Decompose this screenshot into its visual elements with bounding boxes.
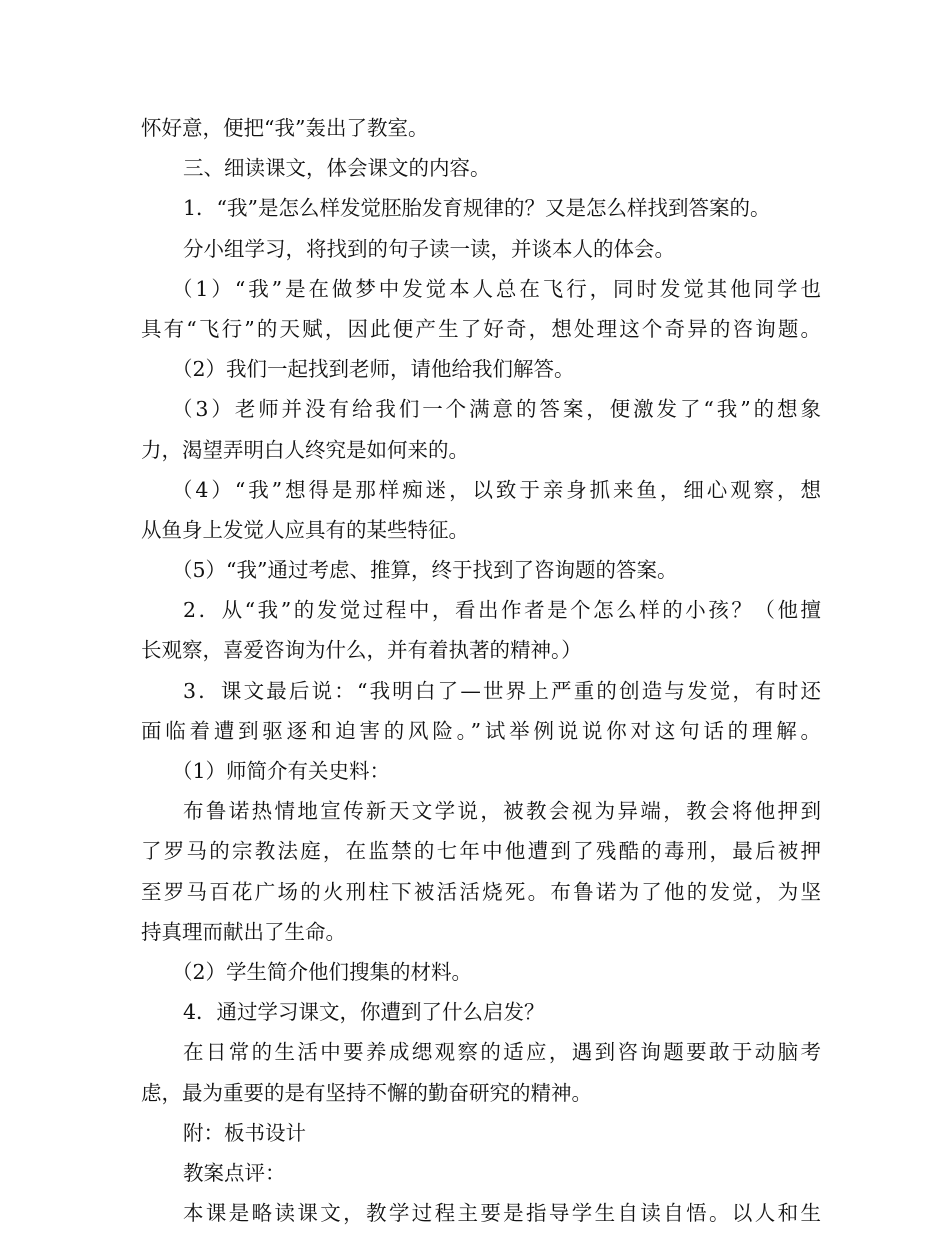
list-item: （2）学生简介他们搜集的材料。 xyxy=(172,959,473,984)
question-heading: 4．通过学习课文，你遭到了什么启发？ xyxy=(183,1000,545,1025)
list-item: （5）“我”通过考虑、推算，终于找到了咨询题的答案。 xyxy=(172,558,678,583)
text-line: 分小组学习，将找到的句子读一读，并谈本人的体会。 xyxy=(183,236,675,261)
text-line: 力，渴望弄明白人终究是如何来的。 xyxy=(141,437,469,462)
paragraph-line: 持真理而献出了生命。 xyxy=(141,919,346,944)
question-heading: 3．课文最后说：“我明白了—世界上严重的创造与发觉，有时还 xyxy=(183,678,821,703)
paragraph-line: 虑，最为重要的是有坚持不懈的勤奋研究的精神。 xyxy=(141,1080,592,1105)
paragraph-line: 在日常的生活中要养成缌观察的适应，遇到咨询题要敢于动脑考 xyxy=(183,1040,821,1065)
text-line: 长观察，喜爱咨询为什么，并有着执著的精神。） xyxy=(141,638,582,663)
document-body xyxy=(141,108,821,1233)
question-heading: 1．“我”是怎么样发觉胚胎发育规律的？又是怎么样找到答案的。 xyxy=(183,196,771,221)
text-line: 怀好意，便把“我”轰出了教室。 xyxy=(141,116,429,140)
list-item: （3）老师并没有给我们一个满意的答案，便激发了“我”的想象 xyxy=(172,397,821,422)
paragraph-line: 至罗马百花广场的火刑柱下被活活烧死。布鲁诺为了他的发觉，为坚 xyxy=(141,879,821,904)
list-item: （2）我们一起找到老师，请他给我们解答。 xyxy=(172,357,575,382)
question-heading: 2．从“我”的发觉过程中，看出作者是个怎么样的小孩？（他擅 xyxy=(183,598,821,623)
paragraph-line: 了罗马的宗教法庭，在监禁的七年中他遭到了残酷的毒刑，最后被押 xyxy=(141,839,821,864)
paragraph-line: 布鲁诺热情地宣传新天文学说，被教会视为异端，教会将他押到 xyxy=(183,799,821,824)
appendix-label: 附：板书设计 xyxy=(183,1120,306,1145)
text-line: 面临着遭到驱逐和迫害的风险。”试举例说说你对这句话的理解。 xyxy=(141,718,821,743)
text-line: 从鱼身上发觉人应具有的某些特征。 xyxy=(141,517,469,542)
section-heading: 三、细读课文，体会课文的内容。 xyxy=(183,156,491,181)
list-item: （4）“我”想得是那样痴迷，以致于亲身抓来鱼，细心观察，想 xyxy=(172,477,821,502)
paragraph-line: 本课是略读课文，教学过程主要是指导学生自读自悟。以人和生 xyxy=(183,1201,821,1226)
list-item: （1）“我”是在做梦中发觉本人总在飞行，同时发觉其他同学也 xyxy=(172,276,821,301)
review-heading: 教案点评： xyxy=(183,1160,286,1185)
list-item: （1）师简介有关史料： xyxy=(172,759,391,783)
text-line: 具有“飞行”的天赋，因此便产生了好奇，想处理这个奇异的咨询题。 xyxy=(141,316,821,341)
